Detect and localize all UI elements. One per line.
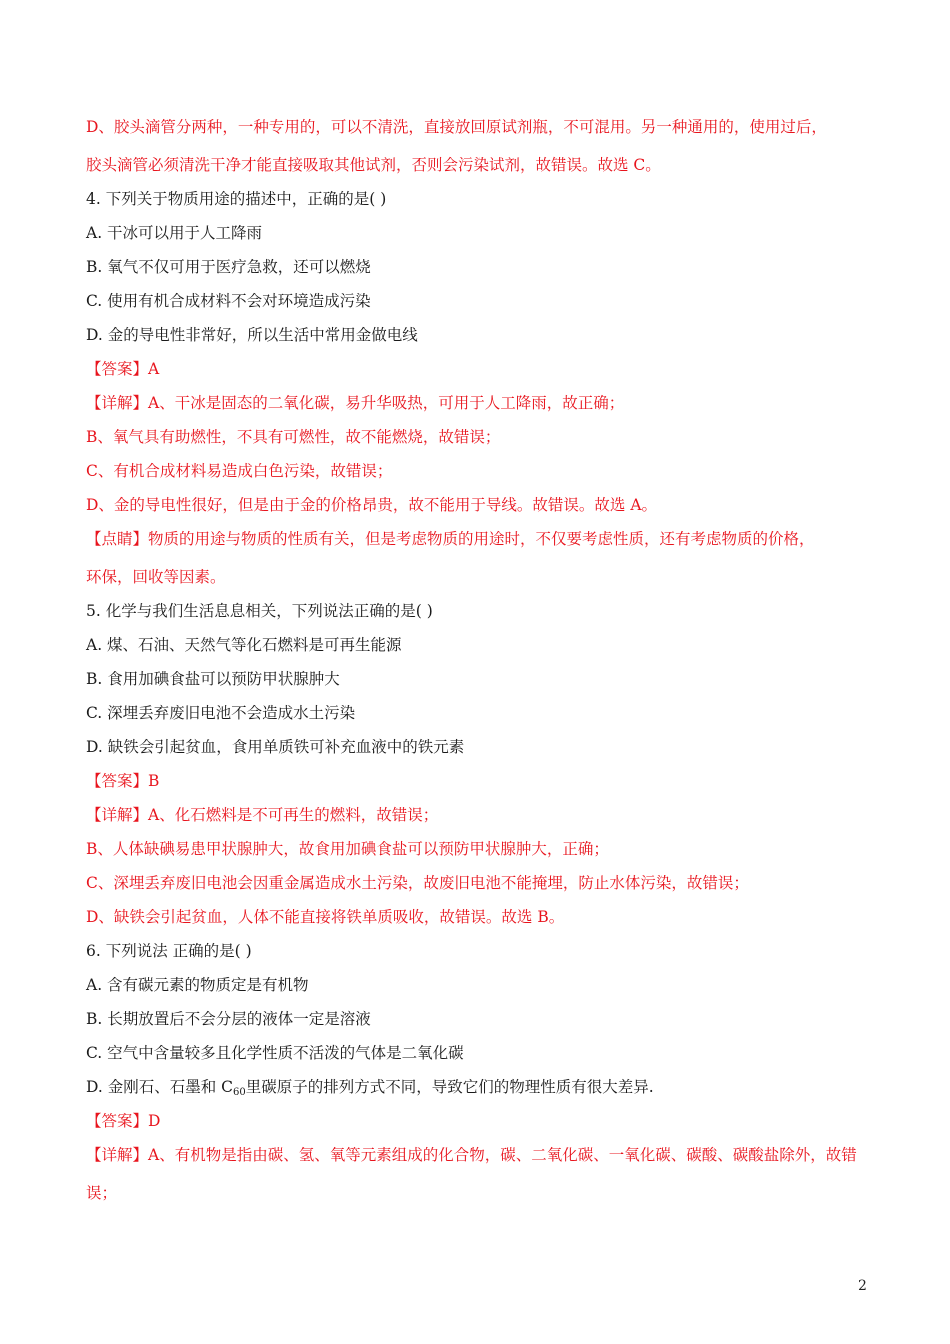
tip-line: 【点睛】物质的用途与物质的性质有关，但是考虑物质的用途时，不仅要考虑性质，还有考虑物质的价格， [86, 530, 815, 548]
question-5-option-a: A. 煤、石油、天然气等化石燃料是可再生能源 [86, 636, 402, 654]
question-4-option-c: C. 使用有机合成材料不会对环境造成污染 [86, 292, 371, 310]
tip-line: 环保，回收等因素。 [86, 568, 226, 586]
option-d-text-start: D. 金刚石、石墨和 C [86, 1078, 234, 1096]
question-6-option-a: A. 含有碳元素的物质定是有机物 [86, 976, 309, 994]
question-4-option-b: B. 氧气不仅可用于医疗急救，还可以燃烧 [86, 258, 371, 276]
explanation-line: B、人体缺碘易患甲状腺肿大，故食用加碘食盐可以预防甲状腺肿大，正确； [86, 840, 609, 858]
explanation-line: 误； [86, 1184, 118, 1202]
question-4-option-d: D. 金的导电性非常好，所以生活中常用金做电线 [86, 326, 418, 344]
explanation-line: C、深埋丢弃废旧电池会因重金属造成水土污染，故废旧电池不能掩埋，防止水体污染，故错误； [86, 874, 749, 892]
question-5-option-c: C. 深埋丢弃废旧电池不会造成水土污染 [86, 704, 356, 722]
answer-label: 【答案】A [86, 360, 160, 378]
explanation-line: C、有机合成材料易造成白色污染，故错误； [86, 462, 393, 480]
explanation-line: 【详解】A、干冰是固态的二氧化碳，易升华吸热，可用于人工降雨，故正确； [86, 394, 625, 412]
explanation-line: B、氧气具有助燃性，不具有可燃性，故不能燃烧，故错误； [86, 428, 501, 446]
explanation-line: D、金的导电性很好，但是由于金的价格昂贵，故不能用于导线。故错误。故选 A。 [86, 496, 658, 514]
subscript-60: 60 [233, 1087, 246, 1098]
explanation-line: 胶头滴管必须清洗干净才能直接吸取其他试剂，否则会污染试剂，故错误。故选 C。 [86, 156, 661, 174]
explanation-line: 【详解】A、化石燃料是不可再生的燃料，故错误； [86, 806, 439, 824]
question-4-option-a: A. 干冰可以用于人工降雨 [86, 224, 263, 242]
explanation-line: D、缺铁会引起贫血，人体不能直接将铁单质吸收，故错误。故选 B。 [86, 908, 565, 926]
page-number: 2 [858, 1278, 867, 1294]
question-5-stem: 5. 化学与我们生活息息相关，下列说法正确的是( ) [86, 602, 433, 620]
question-6-option-b: B. 长期放置后不会分层的液体一定是溶液 [86, 1010, 371, 1028]
question-6-stem: 6. 下列说法 正确的是( ) [86, 942, 252, 960]
question-5-option-b: B. 食用加碘食盐可以预防甲状腺肿大 [86, 670, 340, 688]
option-d-text-end: 里碳原子的排列方式不同，导致它们的物理性质有很大差异. [245, 1078, 654, 1096]
answer-label: 【答案】B [86, 772, 160, 790]
question-6-option-d [86, 1076, 886, 1101]
explanation-line: D、胶头滴管分两种，一种专用的，可以不清洗，直接放回原试剂瓶，不可混用。另一种通用的，使用过后， [86, 118, 827, 136]
question-6-option-c: C. 空气中含量较多且化学性质不活泼的气体是二氧化碳 [86, 1044, 464, 1062]
question-5-option-d: D. 缺铁会引起贫血，食用单质铁可补充血液中的铁元素 [86, 738, 465, 756]
answer-label: 【答案】D [86, 1112, 161, 1130]
question-4-stem: 4. 下列关于物质用途的描述中，正确的是( ) [86, 190, 387, 208]
explanation-line: 【详解】A、有机物是指由碳、氢、氧等元素组成的化合物，碳、二氧化碳、一氧化碳、碳酸、碳酸盐除外，故错 [86, 1146, 857, 1164]
